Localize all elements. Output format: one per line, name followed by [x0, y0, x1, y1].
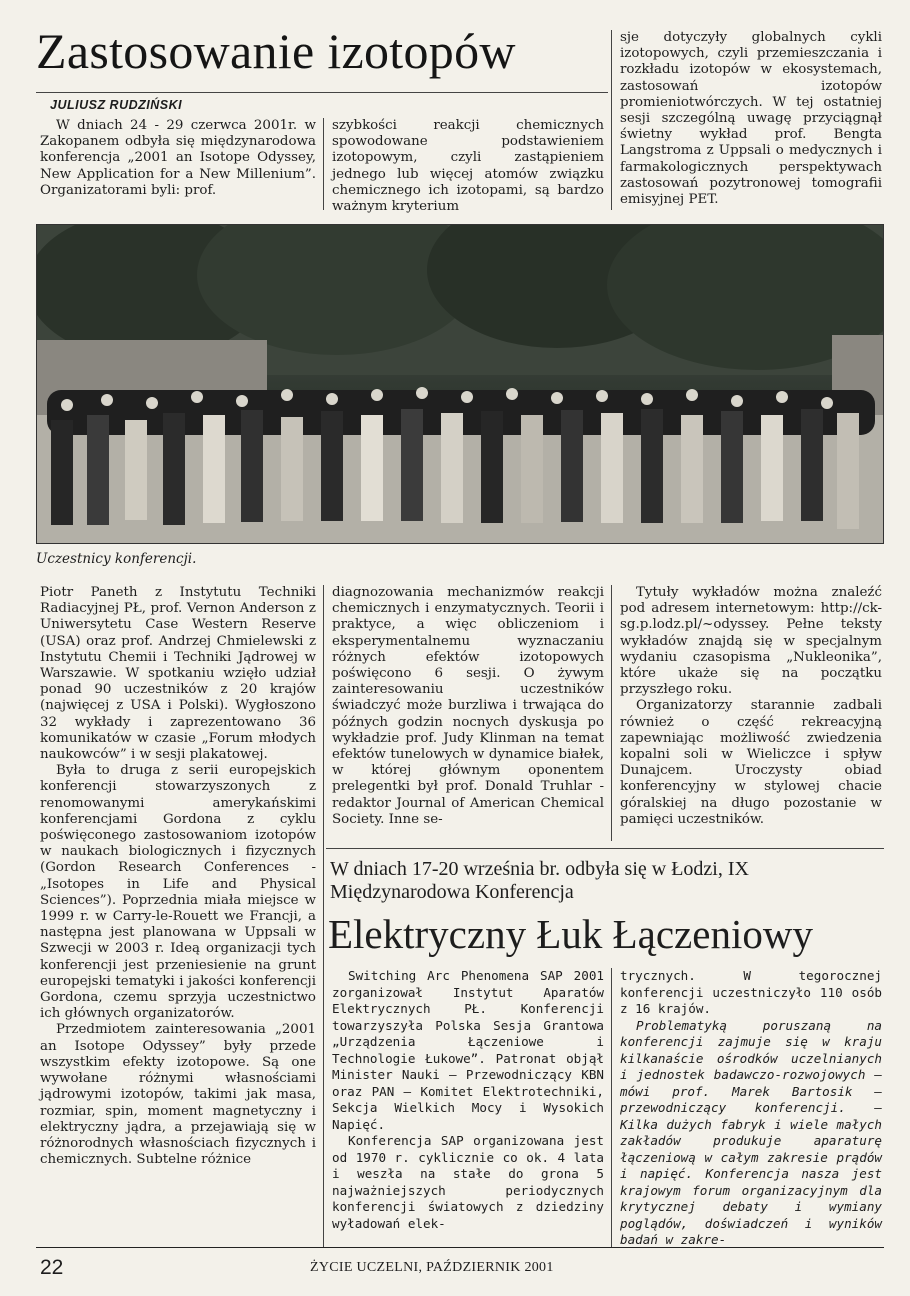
column-divider — [323, 585, 324, 1247]
page-number: 22 — [40, 1256, 64, 1279]
paragraph: trycznych. W tegorocznej konferencji uczestniczyło 110 osób z 16 krajów. — [620, 968, 882, 1016]
publication-title: ŻYCIE UCZELNI, PAŹDZIERNIK 2001 — [310, 1260, 554, 1275]
paragraph: Problematyką poruszaną na konferencji zajmuje się w kraju kilkanaście ośrodków uczelnianych i jednostek badawczo-rozwojowych – mówi prof. Marek Bartosik – przewodniczący konferencji. – Kilka dużych fabryk i wiele małych zakładów produkuje aparaturę łączeniową w całym zakresie prądów i napięć. Konferencja nasza jest krajowym forum organizacyjnym dla krytycznej debaty i wymiany poglądów, doświadczeń i wyników badań w zakre- — [620, 1017, 882, 1247]
footer-rule — [36, 1247, 884, 1248]
article1-col3-intro: sje dotyczyły globalnych cykli izotopowych, czyli przemieszczania i rozkładu izotopów w ekosystemach, zastosowań izotopów promieniotwórczych. W tej ostatniej sesji szczególną uwagę przyciągnął świetny wykład prof. Bengta Langstroma z Uppsali o medycznych i farmakologicznych perspektywach zastosowań pozytronowej tomografii emisyjnej PET. — [620, 30, 882, 208]
paragraph: Tytuły wykładów można znaleźć pod adresem internetowym: http://ck-sg.p.lodz.pl/~odyssey. Pełne teksty wykładów znajdą się w specjalnym wydaniu czasopisma „Nukleonika”, które ukaże się na początku przyszłego roku. — [620, 585, 882, 698]
conference-group-photo — [36, 224, 884, 544]
paragraph: Przedmiotem zainteresowania „2001 an Isotope Odyssey” były przede wszystkim efekty izotopowe. Są one wywołane różnymi własnościami jądrowymi izotopów, takimi jak masa, rozmiar, spin, moment magnetyczny i elektryczny jądra, a przejawiają się w różnorodnych własnościach fizycznych i chemicznych. Subtelne różnice — [40, 1022, 316, 1168]
author-name: JULIUSZ RUDZIŃSKI — [50, 98, 183, 112]
article1-col2-body: diagnozowania mechanizmów reakcji chemicznych i enzymatycznych. Teorii i praktyce, a więc obliczeniom i eksperymentalnemu wyznaczaniu różnych efektów izotopowych poświęcono 6 sesji. O żywym zainteresowaniu uczestników świadczyć może burzliwa i trwająca do późnych godzin nocnych dyskusja po wykładzie prof. Judy Klinman na temat efektów tunelowych w dynamice białek, w której głównym oponentem prelegentki był prof. Donald Truhlar - redaktor Journal of American Chemical Society. Inne se- — [332, 585, 604, 827]
paragraph: Switching Arc Phenomena SAP 2001 zorganizował Instytut Aparatów Elektrycznych PŁ. Konferencji towarzyszyła Polska Sesja Grantowa „Urządzenia Łączeniowe i Technologie Łukowe”. Patronat objął Minister Nauki – Przewodniczący KBN oraz PAN – Komitet Elektrotechniki, Sekcja Wielkich Mocy i Wysokich Napięć. — [332, 968, 604, 1132]
article1-col2-intro: szybkości reakcji chemicznych spowodowane podstawieniem izotopowym, czyli zastąpieniem jednego lub więcej atomów związku chemicznego ich izotopami, są bardzo ważnym kryterium — [332, 118, 604, 215]
article1-col3-body — [620, 585, 882, 828]
section-divider — [326, 848, 884, 849]
photo-caption: Uczestnicy konferencji. — [36, 551, 197, 567]
article-title: Zastosowanie izotopów — [36, 23, 516, 79]
article1-col1-body — [40, 585, 316, 1168]
paragraph: Konferencja SAP organizowana jest od 1970 r. cyklicznie co ok. 4 lata i weszła na stałe do grona 5 najważniejszych periodycznych konferencji światowych z dziedziny wyładowań elek- — [332, 1133, 604, 1231]
paragraph: Organizatorzy starannie zadbali również o część rekreacyjną zapewniając możliwość zwiedzenia kopalni soli w Wieliczce i spływ Dunajcem. Uroczysty obiad konferencyjny w stylowej chacie góralskiej na długo pozostanie w pamięci uczestników. — [620, 698, 882, 827]
column-divider — [611, 968, 612, 1248]
paragraph: Była to druga z serii europejskich konferencji stowarzyszonych z renomowanymi amerykańskimi konferencjami Gordona z cyklu poświęconego zastosowaniom izotopów w naukach biologicznych i fizycznych (Gordon Research Conferences - „Isotopes in Life and Physical Sciences”). Poprzednia miała miejsce w 1999 r. w Carry-le-Rouett we Francji, a następna jest planowana w Uppsali w Szwecji w 2003 r. Ideą organizacji tych konferencji jest przeniesienie na grunt europejski tematyki i jakości konferencji Gordona, czemu sprzyja uczestnictwo ich głównych organizatorów. — [40, 763, 316, 1022]
column-divider — [323, 118, 324, 210]
article2-title: Elektryczny Łuk Łączeniowy — [328, 911, 813, 957]
title-underline — [36, 92, 608, 93]
paragraph: Piotr Paneth z Instytutu Techniki Radiacyjnej PŁ, prof. Vernon Anderson z Uniwersytetu Case Western Reserve (USA) oraz prof. Andrzej Chmielewski z Instytutu Chemii i Techniki Jądrowej w Warszawie. W spotkaniu wzięło udział ponad 90 uczestników z 20 krajów (najwięcej z USA i Polski). Wygłoszono 32 wykłady i zaprezentowano 36 komunikatów w czasie „Forum młodych naukowców” i w sesji plakatowej. — [40, 585, 316, 763]
article2-col1 — [332, 968, 604, 1232]
column-divider — [611, 30, 612, 210]
article1-col1-intro: W dniach 24 - 29 czerwca 2001r. w Zakopanem odbyła się międzynarodowa konferencja „2001 an Isotope Odyssey, New Application for a New Millenium”. Organizatorami byli: prof. — [40, 118, 316, 198]
article2-col2 — [620, 968, 882, 1249]
article2-subheading: W dniach 17-20 września br. odbyła się w Łodzi, IX Międzynarodowa Konferencja — [330, 858, 749, 903]
column-divider — [611, 585, 612, 841]
